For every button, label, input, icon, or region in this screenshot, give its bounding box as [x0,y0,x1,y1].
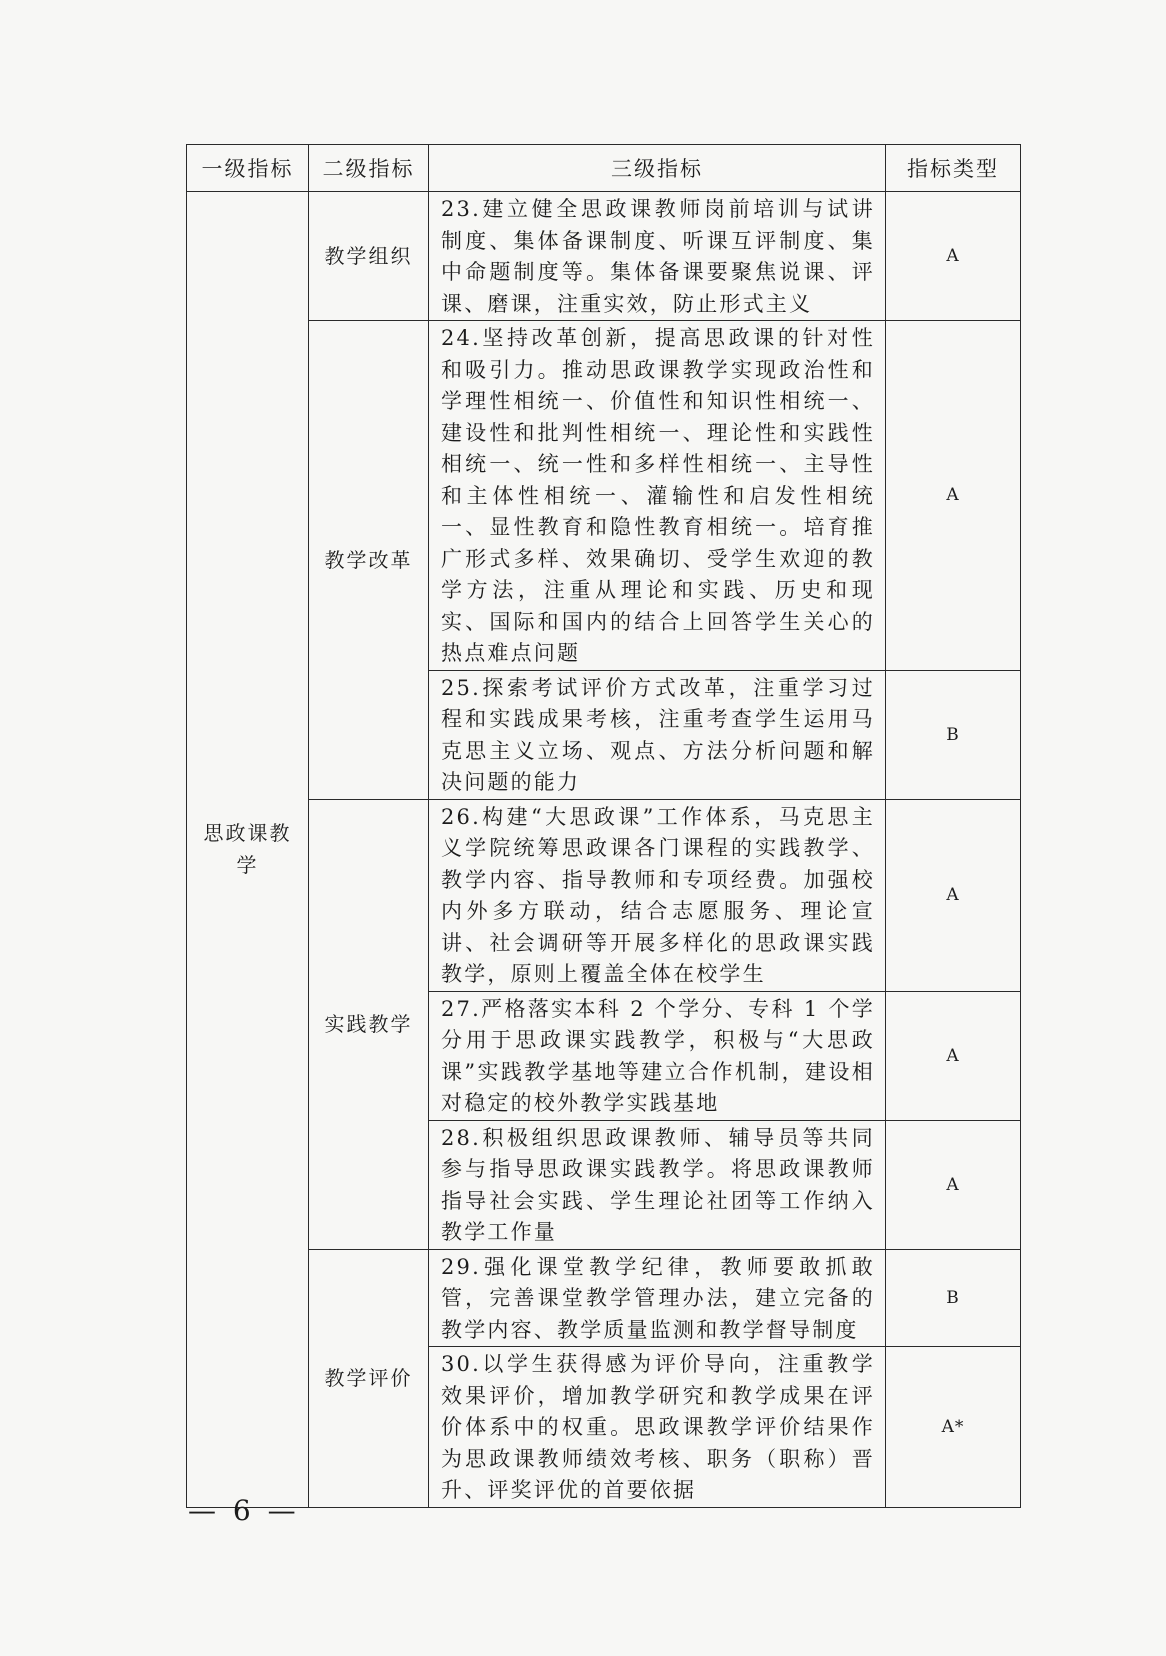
level2-teaching-reform: 教学改革 [309,321,429,800]
level2-teaching-organization: 教学组织 [309,192,429,321]
level3-item-30: 30.以学生获得感为评价导向，注重教学效果评价，增加教学研究和教学成果在评价体系中的权重。思政课教学评价结果作为思政课教师绩效考核、职务（职称）晋升、评奖评优的首要依据 [429,1347,886,1508]
level2-practice-teaching: 实践教学 [309,799,429,1249]
level3-item-29: 29.强化课堂教学纪律，教师要敢抓敢管，完善课堂教学管理办法，建立完备的教学内容、教学质量监测和教学督导制度 [429,1249,886,1347]
type-item-23: A [886,192,1021,321]
level3-item-24: 24.坚持改革创新，提高思政课的针对性和吸引力。推动思政课教学实现政治性和学理性相统一、价值性和知识性相统一、建设性和批判性相统一、理论性和实践性相统一、统一性和多样性相统一、主导性和主体性相统一、灌输性和启发性相统一、显性教育和隐性教育相统一。培育推广形式多样、效果确切、受学生欢迎的教学方法，注重从理论和实践、历史和现实、国际和国内的结合上回答学生关心的热点难点问题 [429,321,886,671]
level1-cell [187,192,309,1508]
type-item-28: A [886,1120,1021,1249]
level3-item-27: 27.严格落实本科 2 个学分、专科 1 个学分用于思政课实践教学，积极与“大思政课”实践教学基地等建立合作机制，建设相对稳定的校外教学实践基地 [429,991,886,1120]
table-row [187,192,1021,321]
table-header-row [187,145,1021,192]
type-item-29: B [886,1249,1021,1347]
level3-item-23: 23.建立健全思政课教师岗前培训与试讲制度、集体备课制度、听课互评制度、集中命题制度等。集体备课要聚焦说课、评课、磨课，注重实效，防止形式主义 [429,192,886,321]
header-type: 指标类型 [886,145,1021,192]
type-item-27: A [886,991,1021,1120]
header-level3: 三级指标 [429,145,886,192]
indicator-table [186,144,1021,1508]
header-level2: 二级指标 [309,145,429,192]
page-number: — 6 — [188,1494,300,1527]
level3-item-28: 28.积极组织思政课教师、辅导员等共同参与指导思政课实践教学。将思政课教师指导社会实践、学生理论社团等工作纳入教学工作量 [429,1120,886,1249]
type-item-24: A [886,321,1021,671]
table-row [187,799,1021,991]
table-row [187,1249,1021,1347]
type-item-26: A [886,799,1021,991]
type-item-25: B [886,670,1021,799]
level1-label: 思政课教学 [203,821,292,878]
level3-item-26: 26.构建“大思政课”工作体系，马克思主义学院统筹思政课各门课程的实践教学、教学内容、指导教师和专项经费。加强校内外多方联动，结合志愿服务、理论宣讲、社会调研等开展多样化的思政课实践教学，原则上覆盖全体在校学生 [429,799,886,991]
level3-item-25: 25.探索考试评价方式改革，注重学习过程和实践成果考核，注重考查学生运用马克思主义立场、观点、方法分析问题和解决问题的能力 [429,670,886,799]
table-row [187,321,1021,671]
type-item-30: A* [886,1347,1021,1508]
level2-teaching-evaluation: 教学评价 [309,1249,429,1507]
header-level1: 一级指标 [187,145,309,192]
